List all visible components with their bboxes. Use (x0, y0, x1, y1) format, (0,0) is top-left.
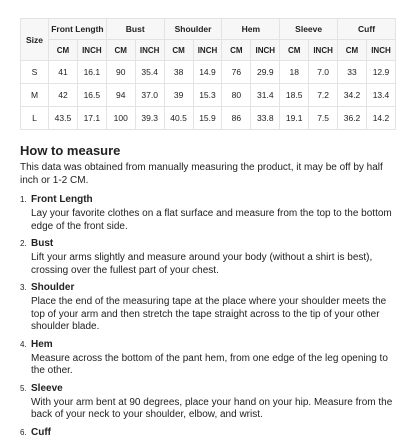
unit-header-inch: INCH (193, 40, 222, 61)
table-row (21, 61, 396, 84)
table-cell: 38 (164, 61, 193, 84)
unit-header-inch: INCH (366, 40, 395, 61)
table-cell: 15.9 (193, 107, 222, 130)
group-header-hem: Hem (222, 19, 280, 40)
group-header-cuff: Cuff (338, 19, 396, 40)
step-number: 5. (20, 383, 27, 393)
size-guide (20, 18, 396, 443)
size-cell: L (21, 107, 49, 130)
group-header-sleeve: Sleeve (280, 19, 338, 40)
step-title: Sleeve (31, 382, 63, 394)
step-title: Shoulder (31, 282, 75, 293)
step-description: Lift your arms slightly and measure around your body (without a shirt is best), crossing over the fullest part of your chest. (31, 252, 373, 276)
unit-header-cm: CM (164, 40, 193, 61)
table-cell: 100 (106, 107, 135, 130)
measure-steps-list (20, 193, 396, 439)
size-chart-table (20, 18, 396, 130)
step-heading (20, 281, 396, 294)
table-cell: 90 (106, 61, 135, 84)
table-cell: 7.5 (309, 107, 338, 130)
table-cell: 80 (222, 84, 251, 107)
table-cell: 14.9 (193, 61, 222, 84)
step-title: Bust (31, 238, 54, 249)
unit-header-cm: CM (338, 40, 367, 61)
table-cell: 31.4 (251, 84, 280, 107)
size-cell: M (21, 84, 49, 107)
step-description: Measure across the bottom of the pant hem, from one edge of the leg opening to the other. (31, 352, 388, 376)
table-group-header-row (21, 19, 396, 40)
step-title: Hem (31, 338, 53, 350)
size-cell: S (21, 61, 49, 84)
step-title: Cuff (31, 426, 51, 438)
unit-header-inch: INCH (309, 40, 338, 61)
step-heading (20, 338, 396, 351)
table-cell: 12.9 (366, 61, 395, 84)
unit-header-inch: INCH (77, 40, 106, 61)
unit-header-cm: CM (49, 40, 78, 61)
table-cell: 35.4 (135, 61, 164, 84)
list-item (20, 426, 396, 439)
list-item (20, 281, 396, 334)
step-description: Lay your favorite clothes on a flat surface and measure from the top to the bottom edge of the front side. (31, 208, 392, 232)
table-cell: 16.5 (77, 84, 106, 107)
table-cell: 19.1 (280, 107, 309, 130)
group-header-bust: Bust (106, 19, 164, 40)
table-cell: 7.0 (309, 61, 338, 84)
step-number: 4. (20, 339, 27, 349)
unit-header-cm: CM (106, 40, 135, 61)
table-cell: 37.0 (135, 84, 164, 107)
table-cell: 15.3 (193, 84, 222, 107)
unit-header-inch: INCH (135, 40, 164, 61)
table-cell: 39.3 (135, 107, 164, 130)
size-column-header: Size (21, 19, 49, 61)
step-number: 1. (20, 195, 27, 204)
table-cell: 16.1 (77, 61, 106, 84)
table-cell: 34.2 (338, 84, 367, 107)
unit-header-inch: INCH (251, 40, 280, 61)
unit-header-cm: CM (222, 40, 251, 61)
step-description: With your arm bent at 90 degrees, place your hand on your hip. Measure from the back of your neck to your shoulder, elbow, and wrist. (31, 396, 393, 420)
step-heading (20, 426, 396, 439)
table-cell: 17.1 (77, 107, 106, 130)
how-to-measure-intro: This data was obtained from manually measuring the product, it may be off by half inch or 1-2 CM. (20, 162, 383, 186)
table-row (21, 107, 396, 130)
step-heading (20, 193, 396, 206)
step-number: 6. (20, 427, 27, 437)
table-cell: 40.5 (164, 107, 193, 130)
step-number: 3. (20, 283, 27, 292)
table-cell: 33 (338, 61, 367, 84)
table-cell: 94 (106, 84, 135, 107)
table-cell: 36.2 (338, 107, 367, 130)
list-item (20, 237, 396, 277)
list-item (20, 338, 396, 378)
table-cell: 76 (222, 61, 251, 84)
list-item (20, 193, 396, 233)
group-header-shoulder: Shoulder (164, 19, 222, 40)
table-cell: 13.4 (366, 84, 395, 107)
table-cell: 7.2 (309, 84, 338, 107)
unit-header-cm: CM (280, 40, 309, 61)
step-description: Place the end of the measuring tape at the place where your shoulder meets the top of your arm and then stretch the tape straight across to the tip of your other shoulder blade. (31, 296, 387, 332)
table-cell: 18.5 (280, 84, 309, 107)
table-cell: 86 (222, 107, 251, 130)
table-unit-header-row (21, 40, 396, 61)
table-cell: 33.8 (251, 107, 280, 130)
table-cell: 43.5 (49, 107, 78, 130)
step-number: 2. (20, 239, 27, 248)
table-cell: 29.9 (251, 61, 280, 84)
step-title: Front Length (31, 194, 93, 205)
table-cell: 18 (280, 61, 309, 84)
list-item (20, 382, 396, 422)
step-heading (20, 237, 396, 250)
table-cell: 41 (49, 61, 78, 84)
step-heading (20, 382, 396, 395)
table-cell: 39 (164, 84, 193, 107)
group-header-front-length: Front Length (49, 19, 107, 40)
table-cell: 14.2 (366, 107, 395, 130)
table-cell: 42 (49, 84, 78, 107)
table-row (21, 84, 396, 107)
how-to-measure-title: How to measure (20, 143, 121, 158)
